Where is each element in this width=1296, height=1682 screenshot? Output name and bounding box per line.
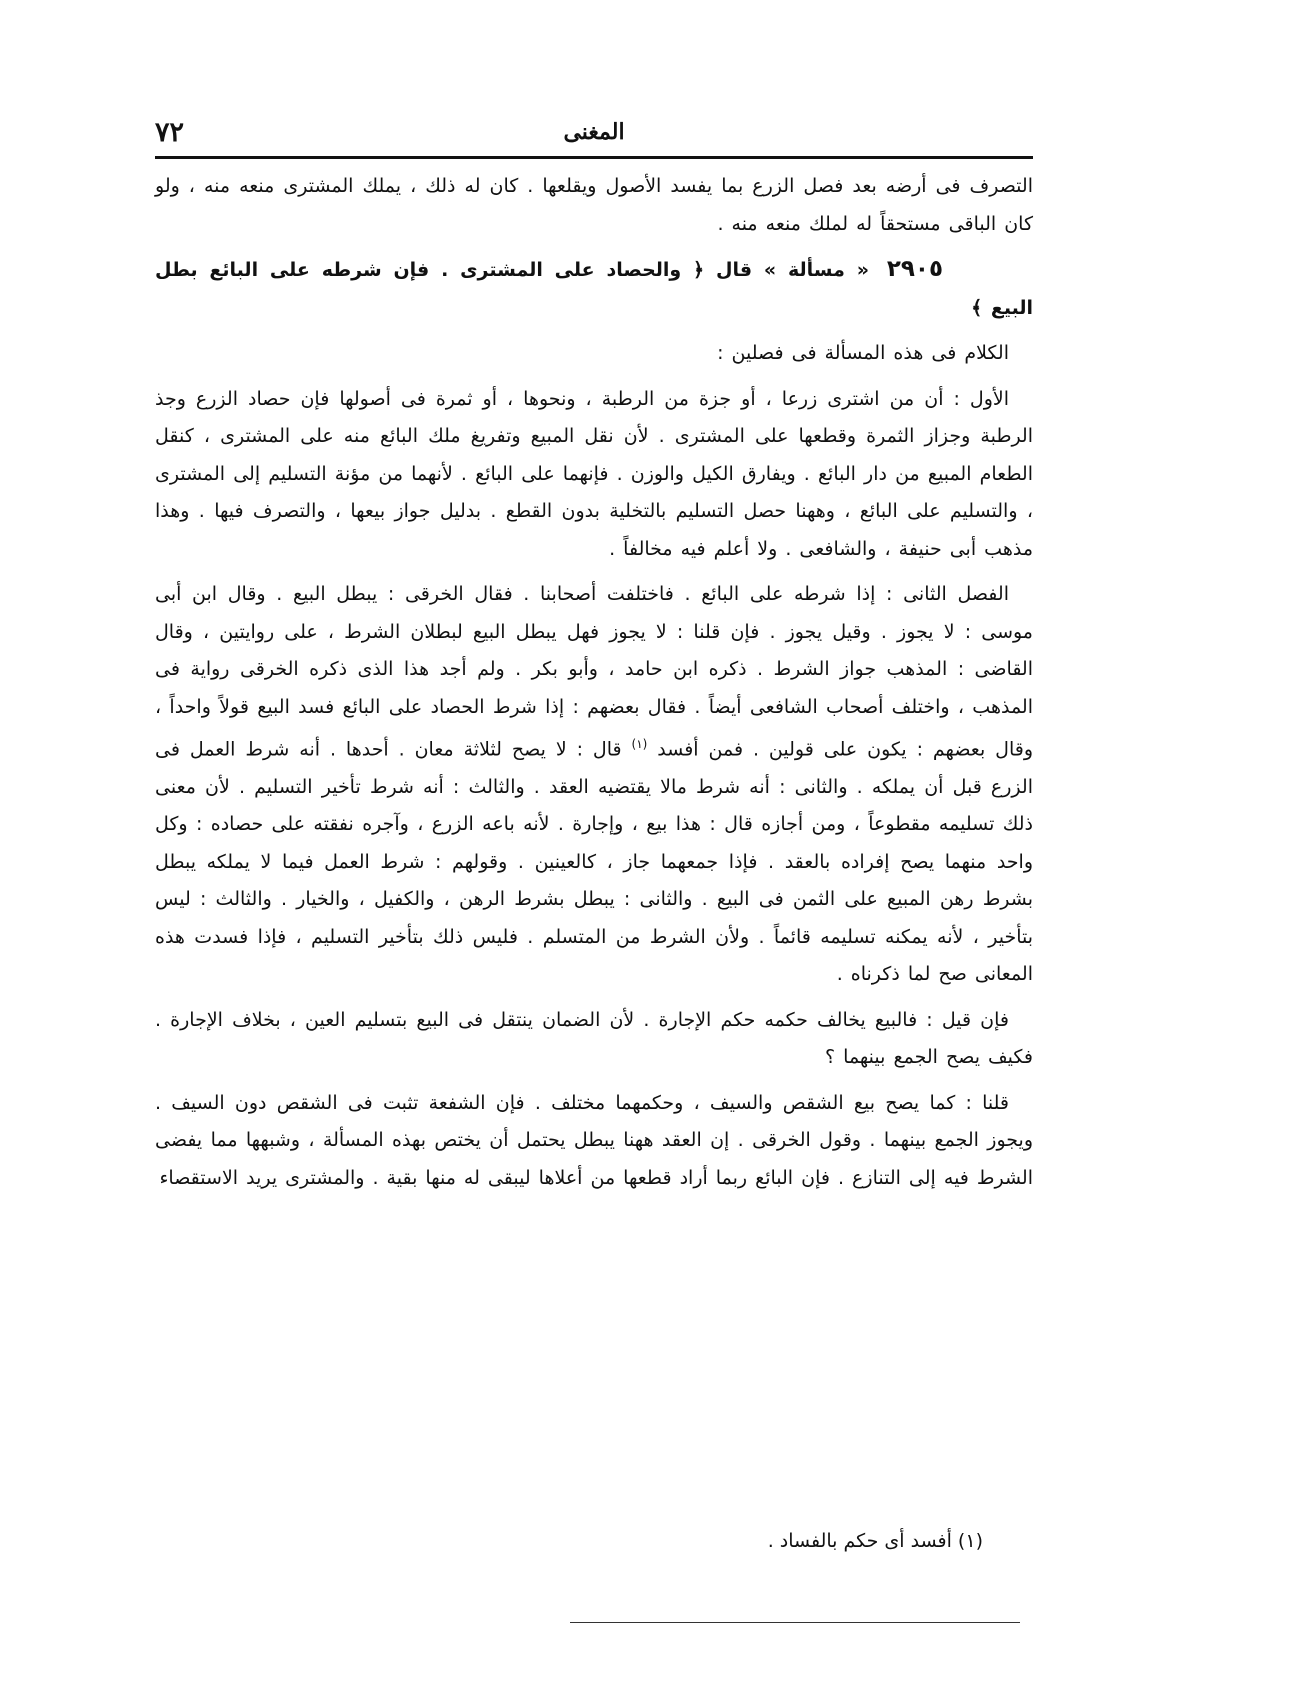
main-text: [155, 168, 1033, 1205]
book-title: المغنى: [563, 119, 625, 145]
paragraph-intro: الكلام فى هذه المسألة فى فصلين :: [717, 342, 1009, 364]
footnote: (١) أفسد أى حكم بالفساد .: [767, 1530, 983, 1552]
paragraph-second-section-a: الفصل الثانى : إذا شرطه على البائع . فاختلفت أصحابنا . فقال الخرقى : يبطل البيع . وقال ابن أبى موسى : لا يجوز . وقيل يجوز . فإن قلنا : لا يجوز فهل يبطل البيع لبطلان الشرط ، على روايتين ، وقال القاضى : المذهب جواز الشرط . ذكره ابن حامد ، وأبو بكر . ولم أجد هذا الذى ذكره الخرقى رواية فى المذهب ، واختلف أصحاب الشافعى أيضاً . فقال بعضهم : إذا شرط الحصاد على البائع فسد البيع قولاً واحداً ، وقال بعضهم : يكون على قولين . فمن أفسد: [155, 583, 1034, 761]
issue-number: ٢٩٠٥: [886, 256, 944, 282]
paragraph-first-section: الأول : أن من اشترى زرعا ، أو جزة من الرطبة ، ونحوها ، أو ثمرة فى أصولها فإن حصاد الزرع وجذ الرطبة وجزاز الثمرة وقطعها على المشترى . لأن نقل المبيع وتفريغ ملك البائع منه على المشترى ، كنقل الطعام المبيع من دار البائع . ويفارق الكيل والوزن . فإنهما على البائع . لأنهما من مؤنة التسليم إلى المشترى ، والتسليم على البائع ، وههنا حصل التسليم بالتخلية بدون القطع . بدليل جواز بيعها ، والتصرف فيها . وهذا مذهب أبى حنيفة ، والشافعى . ولا أعلم فيه مخالفاً .: [155, 387, 1033, 560]
paragraph-objection: فإن قيل : فالبيع يخالف حكمه حكم الإجارة . لأن الضمان ينتقل فى البيع بتسليم العين ، بخلاف الإجارة . فكيف يصح الجمع بينهما ؟: [155, 1008, 1033, 1069]
footnote-reference: (١): [631, 737, 648, 751]
bottom-rule: [570, 1622, 1020, 1623]
paragraph-reply: قلنا : كما يصح بيع الشقص والسيف ، وحكمهما مختلف . فإن الشفعة تثبت فى الشقص دون السيف . ويجوز الجمع بينهما . وقول الخرقى . إن العقد ههنا يبطل يحتمل أن يختص بهذه المسألة ، وشبهها مما يفضى الشرط فيه إلى التنازع . فإن البائع ربما أراد قطعها من أعلاها ليبقى له منها بقية . والمشترى يريد الاستقصاء: [155, 1091, 1033, 1189]
paragraph-second-section-b: قال : لا يصح لثلاثة معان . أحدها . أنه شرط العمل فى الزرع قبل أن يملكه . والثانى : أنه شرط مالا يقتضيه العقد . والثالث : أنه شرط تأخير التسليم . لأن معنى ذلك تسليمه مقطوعاً ، ومن أجازه قال : هذا بيع ، وإجارة . لأنه باعه الزرع ، وآجره نفقته على حصاده : وكل واحد منهما يصح إفراده بالعقد . فإذا جمعهما جاز ، كالعينين . وقولهم : شرط العمل فيما لا يملكه يبطل بشرط رهن المبيع على الثمن فى البيع . والثانى : يبطل بشرط الرهن ، والكفيل ، والخيار . والثالث : ليس بتأخير ، لأنه يمكنه تسليمه قائماً . ولأن الشرط من المتسلم . فليس ذلك بتأخير التسليم ، فإذا فسدت هذه المعانى صح لما ذكرناه .: [155, 738, 1033, 986]
paragraph-second-section: [155, 576, 1033, 994]
issue-text: « مسألة » قال ﴿ والحصاد على المشترى . فإن شرطه على البائع بطل البيع ﴾: [155, 259, 1033, 319]
page-header: [155, 112, 1033, 152]
paragraph-continuation: التصرف فى أرضه بعد فصل الزرع بما يفسد الأصول ويقلعها . كان له ذلك ، يملك المشترى منعه منه ، ولو كان الباقى مستحقاً له لملك منعه منه .: [155, 175, 1033, 235]
header-rule: [155, 156, 1033, 159]
page-number: ٧٢: [155, 116, 185, 148]
issue-heading: [155, 251, 1033, 327]
